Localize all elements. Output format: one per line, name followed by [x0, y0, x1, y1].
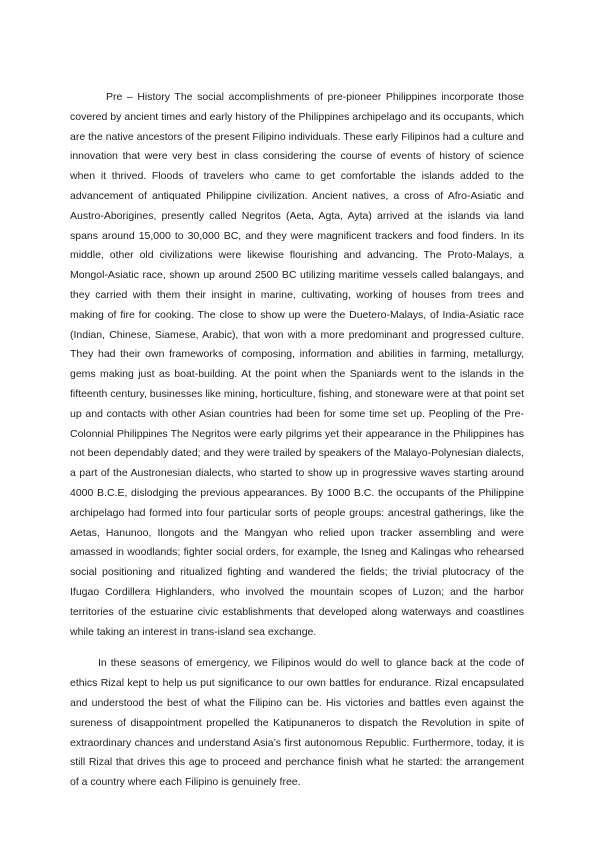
paragraph-rizal: In these seasons of emergency, we Filipinos would do well to glance back at the code of ethics Rizal kept to help us put significance to our own battles for endurance. Rizal encapsulated and understood the best of what the Filipino can be. His victories and battles even against the sureness of disappointment propelled the Katipunaneros to dispatch the Revolution in spite of extraordinary chances and understand Asia’s first autonomous Republic. Furthermore, today, it is still Rizal that drives this age to proceed and perchance finish what he started: the arrangement of a country where each Filipino is genuinely free. [70, 657, 524, 789]
document-body [70, 88, 524, 793]
paragraph-pre-history: Pre – History The social accomplishments of pre-pioneer Philippines incorporate those covered by ancient times and early history of the Philippines archipelago and its occupants, which are the native ancestors of the present Filipino individuals. These early Filipinos had a culture and innovation that were very best in class considering the course of events of history of science when it thrived. Floods of travelers who came to get comfortable the islands added to the advancement of antiquated Philippine civilization. Ancient natives, a cross of Afro-Asiatic and Austro-Aborigines, presently called Negritos (Aeta, Agta, Ayta) arrived at the islands via land spans around 15,000 to 30,000 BC, and they were magnificent trackers and food finders. In its middle, other old civilizations were likewise flourishing and advancing. The Proto-Malays, a Mongol-Asiatic race, shown up around 2500 BC utilizing maritime vessels called balangays, and they carried with them their insight in marine, cultivating, working of houses from trees and making of fire for cooking. The close to show up were the Duetero-Malays, of India-Asiatic race (Indian, Chinese, Siamese, Arabic), that won with a more predominant and progressed culture. They had their own frameworks of composing, information and abilities in farming, metallurgy, gems making just as boat-building. At the point when the Spaniards went to the islands in the fifteenth century, businesses like mining, horticulture, fishing, and stoneware were at that point set up and contacts with other Asian countries had been for some time set up. Peopling of the Pre-Colonnial Philippines The Negritos were early pilgrims yet their appearance in the Philippines has not been dependably dated; and they were trailed by speakers of the Malayo-Polynesian dialects, a part of the Austronesian dialects, who started to show up in progressive waves starting around 4000 B.C.E, dislodging the previous appearances. By 1000 B.C. the occupants of the Philippine archipelago had formed into four particular sorts of people groups: ancestral gatherings, like the Aetas, Hanunoo, Ilongots and the Mangyan who relied upon tracker assembling and were amassed in woodlands; fighter social orders, for example, the Isneg and Kalingas who rehearsed social positioning and ritualized fighting and wandered the fields; the trivial plutocracy of the Ifugao Cordillera Highlanders, who involved the mountain scopes of Luzon; and the harbor territories of the estuarine civic establishments that developed along waterways and coastlines while taking an interest in trans-island sea exchange. [70, 91, 524, 638]
